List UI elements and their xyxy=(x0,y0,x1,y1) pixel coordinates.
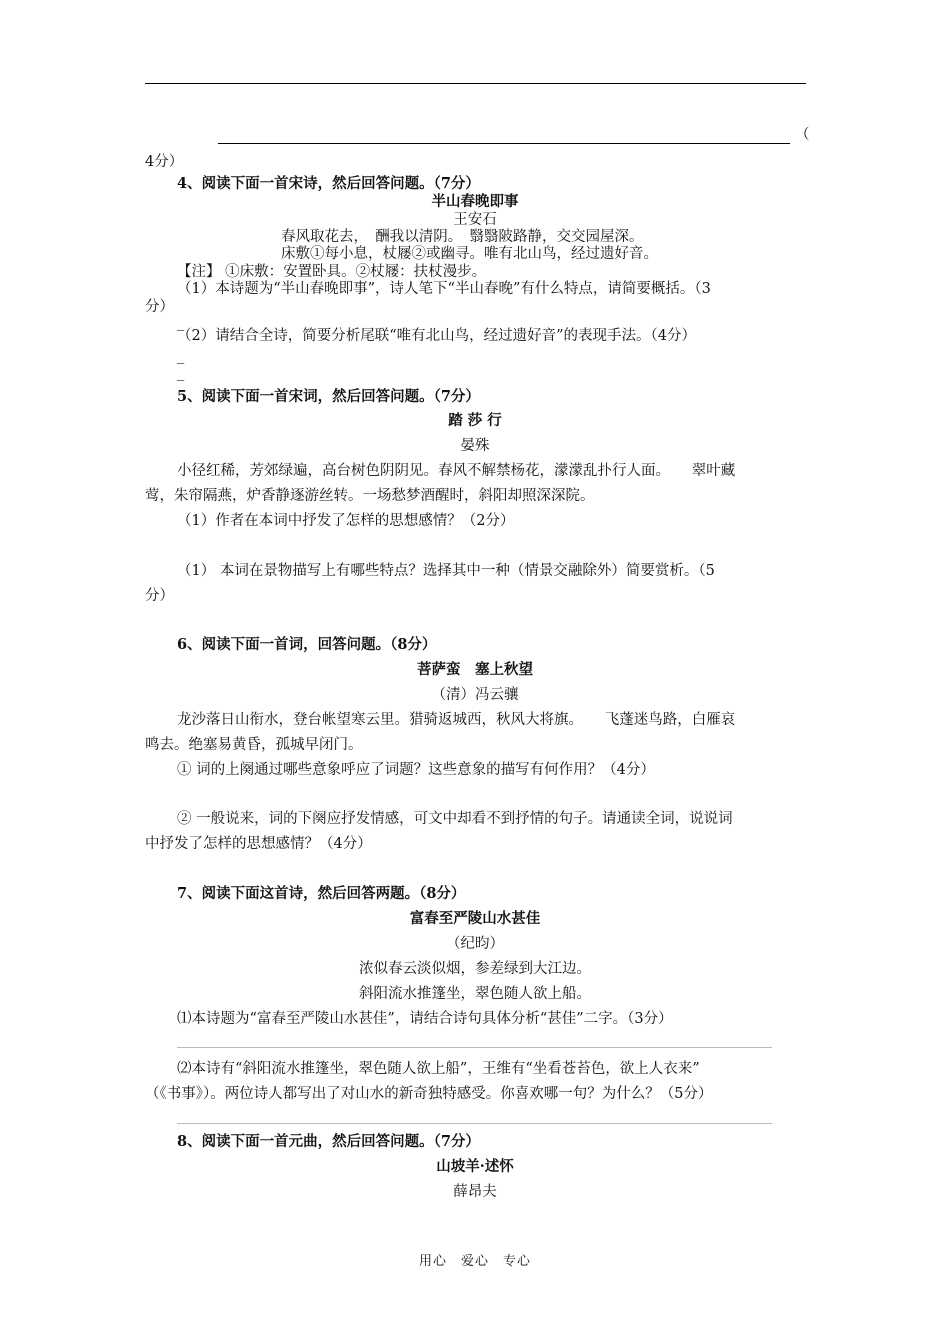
sub-question-cont: 中抒发了怎样的思想感情？（4分） xyxy=(145,836,372,852)
blank-dash: _ xyxy=(177,348,185,364)
sub-question: ① 词的上阕通过哪些意象呼应了词题？这些意象的描写有何作用？（4分） xyxy=(177,762,655,778)
sub-question: （2）请结合全诗，简要分析尾联“唯有北山鸟，经过遗好音”的表现手法。（4分） xyxy=(177,328,697,344)
poem-title: 菩萨蛮 塞上秋望 xyxy=(417,661,533,678)
poem-text: 小径红稀，芳郊绿遍，高台树色阴阴见。春风不解禁杨花，濛濛乱扑行人面。 翠叶藏 xyxy=(177,463,736,479)
poem-title: 半山春晚即事 xyxy=(431,193,519,210)
poem-text: 鸣去。绝塞易黄昏，孤城早闭门。 xyxy=(145,737,363,753)
question-heading: 5、阅读下面一首宋词，然后回答问题。（7分） xyxy=(177,388,480,405)
question-heading: 8、阅读下面一首元曲，然后回答问题。（7分） xyxy=(177,1133,480,1150)
sub-question: （1）作者在本词中抒发了怎样的思想感情？（2分） xyxy=(177,513,515,529)
poem-line: 春风取花去， 酬我以清阴。 翳翳陂路静，交交园屋深。 xyxy=(281,229,644,245)
poem-title: 山坡羊·述怀 xyxy=(436,1158,514,1175)
question-heading: 6、阅读下面一首词，回答问题。（8分） xyxy=(177,636,437,653)
poem-author: 晏殊 xyxy=(460,438,490,454)
question-heading: 4、阅读下面一首宋诗，然后回答问题。（7分） xyxy=(177,175,480,192)
poem-author: 薛昂夫 xyxy=(453,1184,497,1200)
score-text: 4分） xyxy=(145,154,184,170)
poem-title: 踏 莎 行 xyxy=(448,412,502,429)
sub-question: ⑴本诗题为“富春至严陵山水甚佳”，请结合诗句具体分析“甚佳”二字。（3分） xyxy=(177,1011,673,1027)
answer-line xyxy=(177,1047,772,1048)
question-heading: 7、阅读下面这首诗，然后回答两题。（8分） xyxy=(177,885,466,902)
poem-author: （清）冯云骧 xyxy=(431,687,519,703)
sub-question-cont: 分） xyxy=(145,588,174,604)
poem-line: 床敷①每小息，杖屦②或幽寻。唯有北山鸟，经过遗好音。 xyxy=(281,246,658,262)
sub-question: ② 一般说来，词的下阕应抒发情感，可文中却看不到抒情的句子。请通读全词，说说词 xyxy=(177,811,733,827)
answer-line xyxy=(177,1123,772,1124)
blank-dash: _ xyxy=(177,365,185,381)
poem-text: 莺，朱帘隔燕，炉香静逐游丝转。一场愁梦酒醒时，斜阳却照深深院。 xyxy=(145,488,595,504)
poem-text: 龙沙落日山衔水，登台帐望寒云里。猎骑返城西，秋风大将旗。 飞蓬迷鸟路，白雁哀 xyxy=(177,712,736,728)
poem-author: （纪昀） xyxy=(446,936,504,952)
poem-author: 王安石 xyxy=(453,212,497,228)
header-rule xyxy=(145,83,806,84)
open-paren: （ xyxy=(795,127,810,143)
sub-question: ⑵本诗有“斜阳流水推篷坐，翠色随人欲上船”，王维有“坐看苍苔色，欲上人衣来” xyxy=(177,1061,700,1077)
sub-question-cont: （《书事》）。两位诗人都写出了对山水的新奇独特感受。你喜欢哪一句？为什么？（5分） xyxy=(145,1086,713,1102)
sub-question: （1）本诗题为“半山春晚即事”，诗人笔下“半山春晚”有什么特点，请简要概括。（3 xyxy=(177,281,711,297)
page-footer: 用心 爱心 专心 xyxy=(418,1254,531,1269)
sub-question: （1） 本词在景物描写上有哪些特点？选择其中一种（情景交融除外）简要赏析。（5 xyxy=(177,563,715,579)
blank-dash: _ xyxy=(177,315,185,331)
answer-line xyxy=(218,143,790,144)
poem-note: 【注】 ①床敷：安置卧具。②杖屦：扶杖漫步。 xyxy=(177,264,487,280)
poem-line: 浓似春云淡似烟，参差绿到大江边。 xyxy=(359,961,591,977)
poem-line: 斜阳流水推篷坐，翠色随人欲上船。 xyxy=(359,986,591,1002)
sub-question-cont: 分） xyxy=(145,299,174,315)
poem-title: 富春至严陵山水甚佳 xyxy=(409,910,541,927)
